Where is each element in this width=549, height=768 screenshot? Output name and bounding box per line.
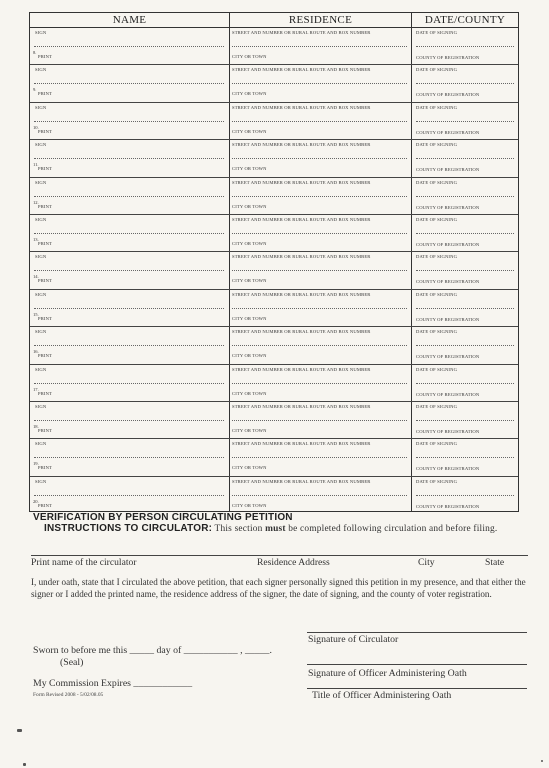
verification-title: VERIFICATION BY PERSON CIRCULATING PETITION <box>33 512 293 523</box>
street-label: STREET AND NUMBER OR RURAL ROUTE AND BOX NUMBER <box>232 329 371 335</box>
sign-label: SIGN <box>35 104 47 110</box>
city-town-label: CITY OR TOWN <box>232 278 267 284</box>
city-town-label: CITY OR TOWN <box>232 203 267 209</box>
signer-table <box>29 12 519 512</box>
street-label: STREET AND NUMBER OR RURAL ROUTE AND BOX NUMBER <box>232 217 371 222</box>
street-label: STREET AND NUMBER OR RURAL ROUTE AND BOX NUMBER <box>232 404 371 409</box>
row-number: 10. <box>33 124 39 130</box>
residence-address-label: Residence Address <box>257 557 330 568</box>
city-town-label: CITY OR TOWN <box>232 241 267 246</box>
date-field[interactable] <box>416 457 514 458</box>
instructions-heading <box>44 523 497 534</box>
scan-speck <box>23 763 26 766</box>
date-field[interactable] <box>416 270 514 271</box>
print-label: PRINT <box>38 166 53 172</box>
print-label: PRINT <box>38 91 53 97</box>
print-label: PRINT <box>38 54 53 59</box>
street-field[interactable] <box>232 46 407 47</box>
row-number: 14. <box>33 274 39 280</box>
street-label: STREET AND NUMBER OR RURAL ROUTE AND BOX NUMBER <box>232 441 371 447</box>
city-town-label: CITY OR TOWN <box>232 54 267 59</box>
title-officer-label: Title of Officer Administering Oath <box>312 690 452 701</box>
sign-field[interactable] <box>34 420 224 421</box>
street-label: STREET AND NUMBER OR RURAL ROUTE AND BOX NUMBER <box>232 291 371 297</box>
street-label: STREET AND NUMBER OR RURAL ROUTE AND BOX NUMBER <box>232 104 371 110</box>
sign-field[interactable] <box>34 233 224 234</box>
signer-row <box>30 140 518 177</box>
print-label: PRINT <box>38 465 53 471</box>
date-field[interactable] <box>416 121 514 122</box>
signer-row <box>30 65 518 102</box>
street-field[interactable] <box>232 83 407 84</box>
sign-label: SIGN <box>35 404 47 409</box>
county-label: COUNTY OF REGISTRATION <box>416 55 480 60</box>
date-field[interactable] <box>416 83 514 84</box>
sign-field[interactable] <box>34 457 224 458</box>
signature-officer-label: Signature of Officer Administering Oath <box>308 668 467 679</box>
signer-row <box>30 290 518 327</box>
street-field[interactable] <box>232 308 407 309</box>
street-label: STREET AND NUMBER OR RURAL ROUTE AND BOX NUMBER <box>232 30 371 35</box>
date-field[interactable] <box>416 345 514 346</box>
date-signing-label: DATE OF SIGNING <box>416 404 458 409</box>
street-field[interactable] <box>232 420 407 421</box>
city-town-label: CITY OR TOWN <box>232 502 267 508</box>
street-label: STREET AND NUMBER OR RURAL ROUTE AND BOX NUMBER <box>232 67 371 73</box>
row-number: 11. <box>33 162 39 168</box>
city-town-label: CITY OR TOWN <box>232 166 267 172</box>
sign-field[interactable] <box>34 345 224 346</box>
row-number: 13. <box>33 237 39 242</box>
city-town-label: CITY OR TOWN <box>232 315 267 321</box>
print-label: PRINT <box>38 315 53 321</box>
row-number: 19. <box>33 461 39 467</box>
county-label: COUNTY OF REGISTRATION <box>416 391 480 397</box>
date-signing-label: DATE OF SIGNING <box>416 30 458 35</box>
oath-statement: I, under oath, state that I circulated the above petition, that each signer personally signed this petition in my presence, and that either the signer or I added the printed name, the residence address of the signer, the date of signing, and the county of voter registration. <box>31 577 526 599</box>
county-label: COUNTY OF REGISTRATION <box>416 204 480 210</box>
state-label: State <box>485 557 505 568</box>
street-field[interactable] <box>232 158 407 159</box>
row-number: 16. <box>33 349 39 355</box>
county-label: COUNTY OF REGISTRATION <box>416 429 480 434</box>
print-label: PRINT <box>38 502 53 508</box>
county-label: COUNTY OF REGISTRATION <box>416 316 480 322</box>
city-town-label: CITY OR TOWN <box>232 128 267 134</box>
date-field[interactable] <box>416 383 514 384</box>
date-field[interactable] <box>416 233 514 234</box>
city-label: City <box>418 557 435 568</box>
instructions-label: INSTRUCTIONS TO CIRCULATOR: <box>44 523 213 534</box>
signer-row <box>30 402 518 439</box>
date-signing-label: DATE OF SIGNING <box>416 67 458 73</box>
print-label: PRINT <box>38 428 53 433</box>
signer-row <box>30 178 518 215</box>
signer-row <box>30 103 518 140</box>
header-residence: RESIDENCE <box>288 14 353 26</box>
county-label: COUNTY OF REGISTRATION <box>416 466 480 472</box>
sworn-text: Sworn to before me this _____ day of ___________ , _____. <box>33 645 272 656</box>
street-field[interactable] <box>232 270 407 271</box>
street-label: STREET AND NUMBER OR RURAL ROUTE AND BOX NUMBER <box>232 142 371 148</box>
sign-field[interactable] <box>34 495 224 496</box>
signer-row <box>30 28 518 65</box>
header-name: NAME <box>112 14 147 26</box>
sign-label: SIGN <box>35 179 47 185</box>
date-signing-label: DATE OF SIGNING <box>416 104 458 110</box>
sign-label: SIGN <box>35 366 47 372</box>
sign-label: SIGN <box>35 291 47 297</box>
county-label: COUNTY OF REGISTRATION <box>416 129 480 135</box>
sign-label: SIGN <box>35 254 47 260</box>
signer-row <box>30 365 518 402</box>
row-number: 12. <box>33 199 39 205</box>
city-town-label: CITY OR TOWN <box>232 428 267 433</box>
street-field[interactable] <box>232 121 407 122</box>
street-field[interactable] <box>232 345 407 346</box>
street-field[interactable] <box>232 457 407 458</box>
date-signing-label: DATE OF SIGNING <box>416 366 458 372</box>
sign-field[interactable] <box>34 270 224 271</box>
row-number: 8. <box>33 50 37 55</box>
county-label: COUNTY OF REGISTRATION <box>416 242 480 247</box>
sign-field[interactable] <box>34 83 224 84</box>
sign-label: SIGN <box>35 30 47 35</box>
print-label: PRINT <box>38 128 53 134</box>
row-number: 18. <box>33 424 39 429</box>
date-signing-label: DATE OF SIGNING <box>416 254 458 260</box>
street-label: STREET AND NUMBER OR RURAL ROUTE AND BOX NUMBER <box>232 366 371 372</box>
date-signing-label: DATE OF SIGNING <box>416 441 458 447</box>
street-field[interactable] <box>232 495 407 496</box>
print-label: PRINT <box>38 241 53 246</box>
sign-field[interactable] <box>34 196 224 197</box>
date-signing-label: DATE OF SIGNING <box>416 217 458 222</box>
sign-field[interactable] <box>34 46 224 47</box>
commission-expires: My Commission Expires ____________ <box>33 678 193 689</box>
row-number: 15. <box>33 311 39 317</box>
street-field[interactable] <box>232 196 407 197</box>
row-number: 20. <box>33 498 39 504</box>
signature-circulator-label: Signature of Circulator <box>308 634 399 645</box>
instructions-text: This section must be completed following circulation and before filing. <box>212 524 498 534</box>
header-date-county: DATE/COUNTY <box>424 14 506 26</box>
city-town-label: CITY OR TOWN <box>232 465 267 471</box>
sign-field[interactable] <box>34 308 224 309</box>
sign-label: SIGN <box>35 329 47 335</box>
sign-label: SIGN <box>35 217 47 222</box>
street-field[interactable] <box>232 233 407 234</box>
scan-speck <box>541 760 543 762</box>
county-label: COUNTY OF REGISTRATION <box>416 167 480 173</box>
date-field[interactable] <box>416 308 514 309</box>
sign-field[interactable] <box>34 383 224 384</box>
sign-field[interactable] <box>34 158 224 159</box>
seal-label: (Seal) <box>60 657 84 668</box>
sign-label: SIGN <box>35 441 47 447</box>
county-label: COUNTY OF REGISTRATION <box>416 354 480 360</box>
date-field[interactable] <box>416 46 514 47</box>
signer-row <box>30 252 518 289</box>
street-label: STREET AND NUMBER OR RURAL ROUTE AND BOX NUMBER <box>232 179 371 185</box>
print-label: PRINT <box>38 390 53 396</box>
date-signing-label: DATE OF SIGNING <box>416 478 458 484</box>
sign-field[interactable] <box>34 121 224 122</box>
officer-signature-line[interactable] <box>307 664 527 665</box>
print-label: PRINT <box>38 278 53 284</box>
date-field[interactable] <box>416 158 514 159</box>
street-field[interactable] <box>232 383 407 384</box>
signer-row <box>30 327 518 364</box>
street-label: STREET AND NUMBER OR RURAL ROUTE AND BOX NUMBER <box>232 478 371 484</box>
print-name-label: Print name of the circulator <box>31 557 137 568</box>
city-town-label: CITY OR TOWN <box>232 390 267 396</box>
date-signing-label: DATE OF SIGNING <box>416 329 458 335</box>
circulator-info-line[interactable] <box>31 555 528 556</box>
signer-row <box>30 215 518 252</box>
row-number: 17. <box>33 386 39 392</box>
form-revised-note: Form Revised 2008 - 5/02/08.05 <box>33 692 104 698</box>
date-signing-label: DATE OF SIGNING <box>416 291 458 297</box>
county-label: COUNTY OF REGISTRATION <box>416 503 480 509</box>
city-town-label: CITY OR TOWN <box>232 353 267 359</box>
city-town-label: CITY OR TOWN <box>232 91 267 97</box>
sign-label: SIGN <box>35 478 47 484</box>
signer-row <box>30 477 518 514</box>
circulator-signature-line[interactable] <box>307 632 527 633</box>
print-label: PRINT <box>38 203 53 209</box>
row-number: 9. <box>33 87 37 93</box>
sign-label: SIGN <box>35 142 47 148</box>
print-label: PRINT <box>38 353 53 359</box>
date-field[interactable] <box>416 420 514 421</box>
date-signing-label: DATE OF SIGNING <box>416 179 458 185</box>
date-field[interactable] <box>416 196 514 197</box>
officer-title-line[interactable] <box>307 688 527 689</box>
street-label: STREET AND NUMBER OR RURAL ROUTE AND BOX NUMBER <box>232 254 371 260</box>
county-label: COUNTY OF REGISTRATION <box>416 279 480 285</box>
date-signing-label: DATE OF SIGNING <box>416 142 458 148</box>
date-field[interactable] <box>416 495 514 496</box>
county-label: COUNTY OF REGISTRATION <box>416 92 480 98</box>
signer-row <box>30 439 518 476</box>
scan-speck <box>17 729 22 732</box>
sign-label: SIGN <box>35 67 47 73</box>
